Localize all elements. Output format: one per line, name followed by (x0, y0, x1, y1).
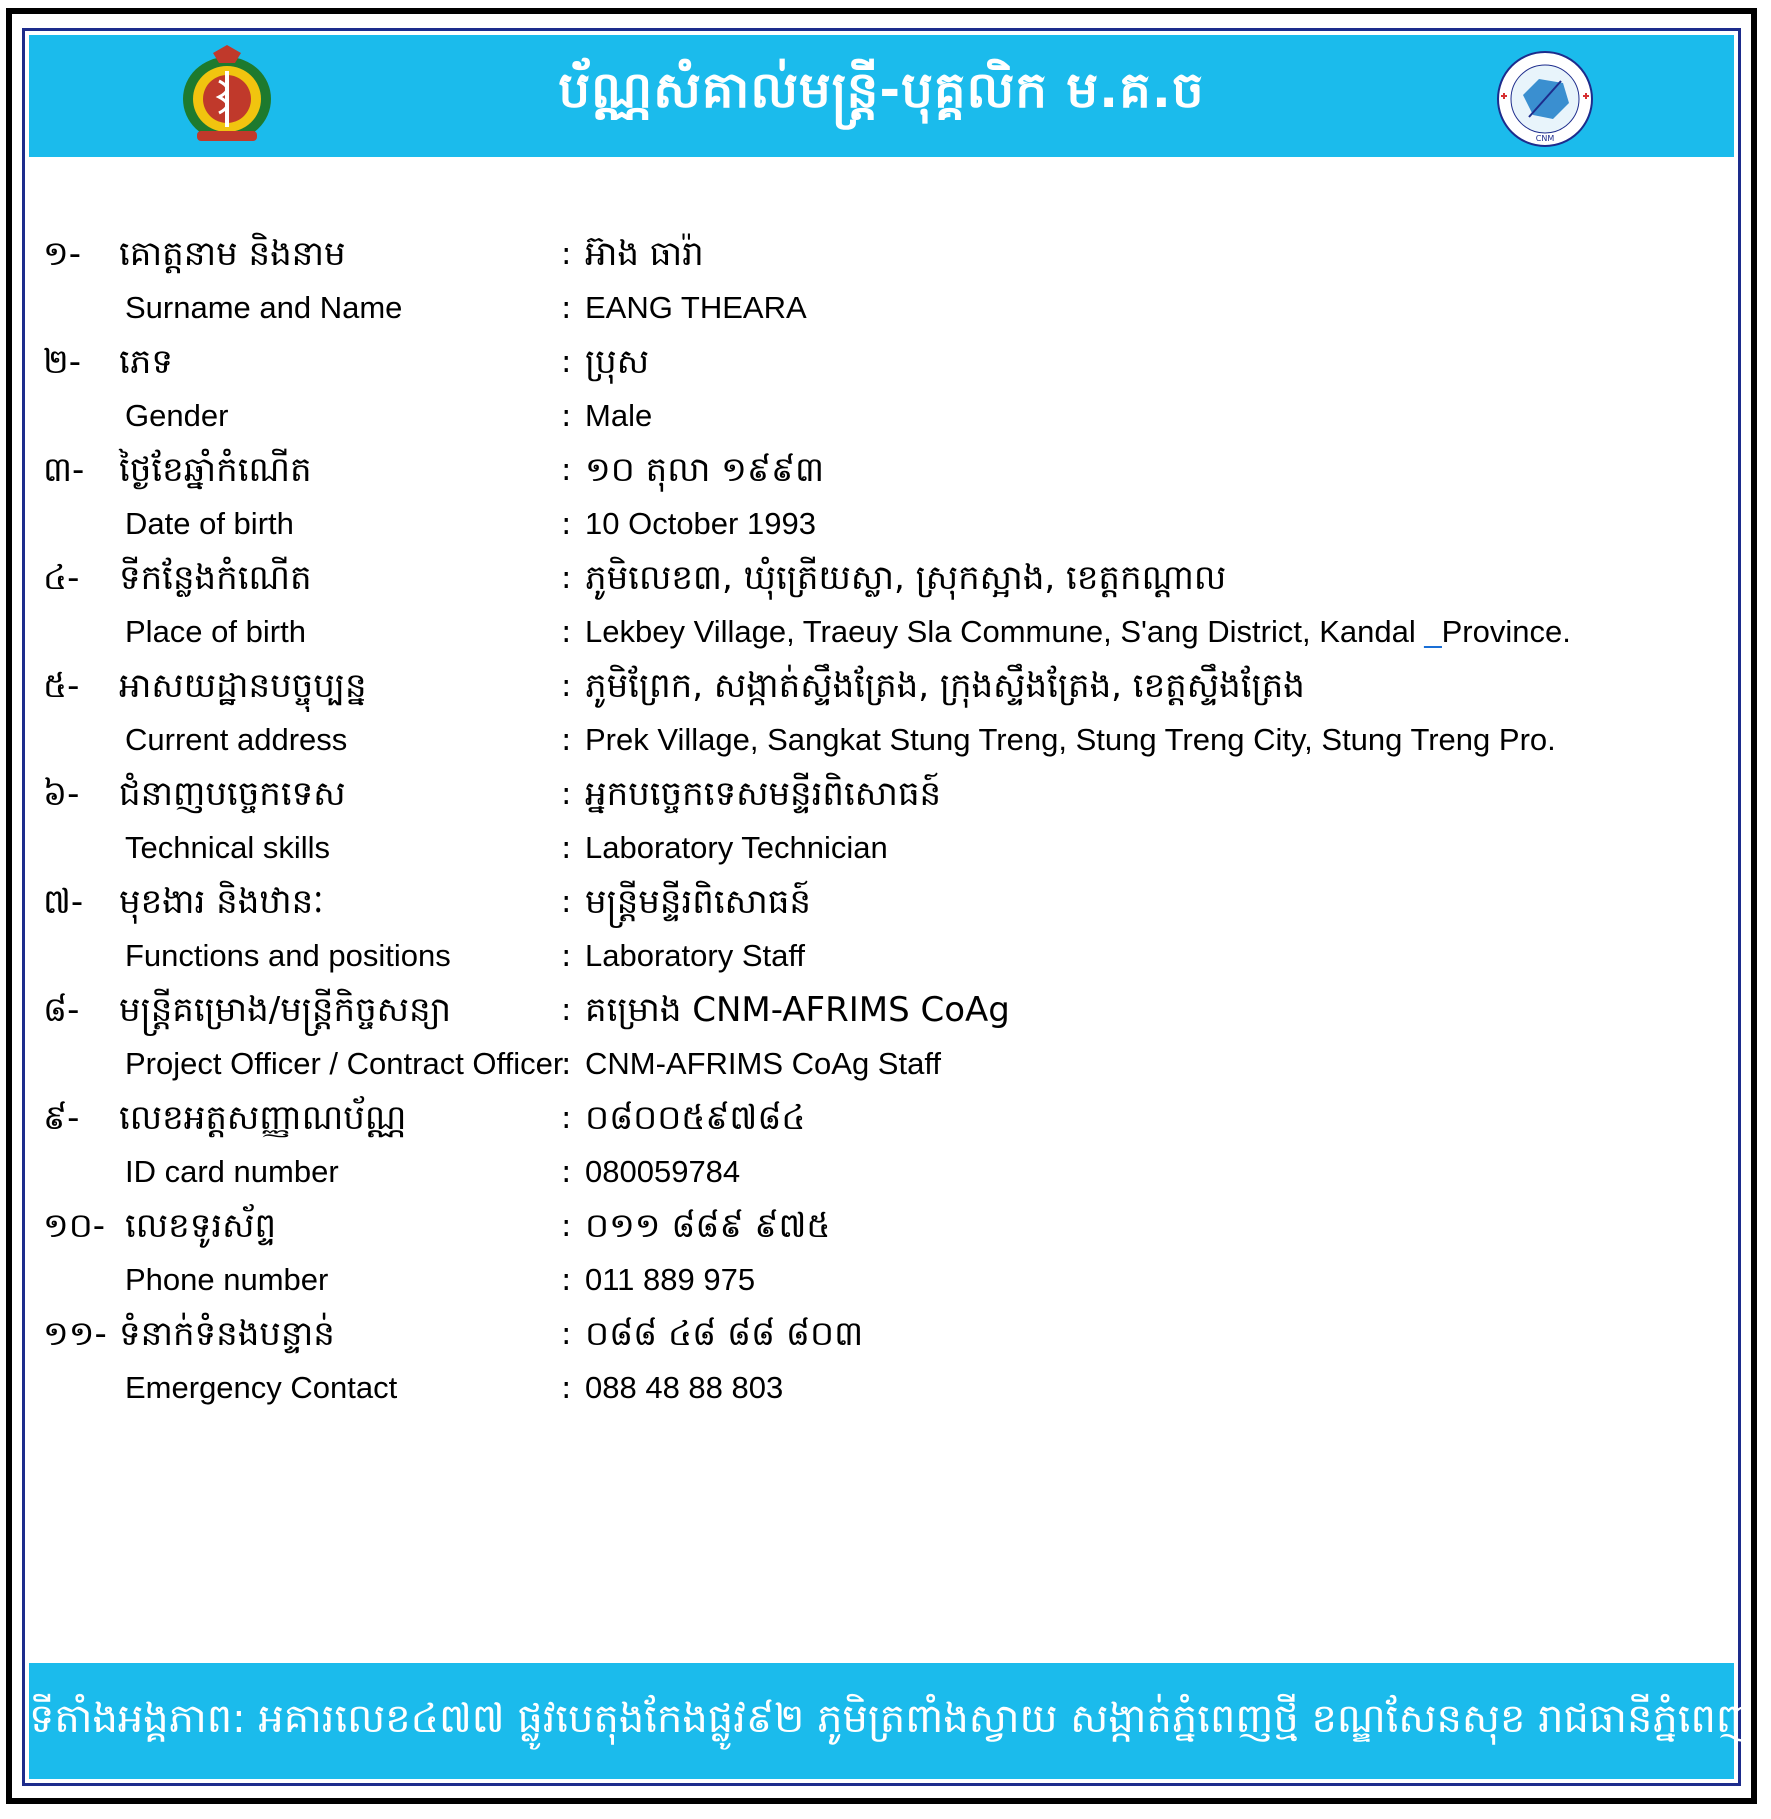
colon: : (561, 1262, 572, 1298)
field-label-km: ទីកន្លែងកំណើត (119, 558, 312, 598)
colon: : (561, 614, 572, 650)
field-label-en: Gender (125, 398, 229, 433)
field-label-km: មុខងារ និងឋានៈ (119, 882, 324, 922)
colon: : (561, 1154, 572, 1190)
field-label-km: គោត្តនាម និងនាម (119, 234, 346, 274)
field-label-en: Project Officer / Contract Officer (125, 1046, 564, 1081)
field-number: ៦- (43, 774, 80, 814)
cnm-logo-text: CNM (1535, 134, 1555, 143)
field-value-km: អ៊ាង ធារ៉ា (585, 234, 704, 274)
field-value-km: ភូមិលេខ៣, ឃុំត្រើយស្លា, ស្រុកស្អាង, ខេត្តកណ្តាល (585, 558, 1227, 598)
place-of-birth-underscore: _ (1424, 614, 1442, 649)
field-number: ៨- (43, 990, 80, 1030)
colon: : (561, 830, 572, 866)
colon: : (561, 560, 572, 596)
field-value-km: ០១១ ៨៨៩ ៩៧៥ (585, 1206, 831, 1246)
colon: : (561, 1100, 572, 1136)
header-banner (29, 35, 1734, 157)
field-8-en-row (25, 1037, 1740, 1091)
colon: : (561, 992, 572, 1028)
field-value-en: 080059784 (585, 1154, 741, 1189)
field-label-km: មន្ត្រីគម្រោង/មន្ត្រីកិច្ចសន្យា (119, 990, 452, 1030)
field-value-km: មន្ត្រីមន្ទីរពិសោធន៍ (585, 882, 811, 922)
field-label-en: Functions and positions (125, 938, 451, 973)
field-label-km: ទំនាក់ទំនងបន្ទាន់ (119, 1314, 335, 1354)
field-label-en: Surname and Name (125, 290, 403, 325)
place-of-birth-part-c: Province. (1441, 614, 1571, 649)
field-value-km: គម្រោង CNM-AFRIMS CoAg (585, 990, 1010, 1030)
field-value-en: CNM-AFRIMS CoAg Staff (585, 1046, 942, 1081)
field-10-en-row (25, 1253, 1740, 1307)
field-value-en: Laboratory Staff (585, 938, 806, 973)
field-2-en-row (25, 389, 1740, 443)
field-value-en: Male (585, 398, 653, 433)
colon: : (561, 1208, 572, 1244)
field-label-en: Place of birth (125, 614, 306, 649)
colon: : (561, 506, 572, 542)
field-value-km: ១០ តុលា ១៩៩៣ (585, 450, 825, 490)
field-label-en: ID card number (125, 1154, 339, 1189)
field-number: ៤- (43, 558, 80, 598)
field-value-km: ប្រុស (585, 342, 650, 382)
field-7-km-row (25, 875, 1740, 929)
colon: : (561, 1316, 572, 1352)
field-7-en-row (25, 929, 1740, 983)
footer-banner (29, 1663, 1754, 1779)
field-label-km: ភេទ (119, 342, 173, 382)
card-inner-frame (22, 28, 1754, 1786)
field-label-en: Date of birth (125, 506, 294, 541)
field-value-en: 10 October 1993 (585, 506, 816, 541)
field-value-en: EANG THEARA (585, 290, 807, 325)
field-value-en: Laboratory Technician (585, 830, 888, 865)
field-value-en: 088 48 88 803 (585, 1370, 784, 1405)
field-3-km-row (25, 443, 1740, 497)
field-4-en-row (25, 605, 1740, 659)
field-value-en: Prek Village, Sangkat Stung Treng, Stung Treng City, Stung Treng Pro. (585, 722, 1556, 757)
field-4-km-row (25, 551, 1740, 605)
field-8-km-row (25, 983, 1740, 1037)
office-address: ទីតាំងអង្គភាព: អគារលេខ៤៧៧ ផ្លូវបេតុងកែងផ្លូវ៩២ ភូមិត្រពាំងស្វាយ សង្កាត់ភ្នំពេញថ្មី ខណ្ឌសែនសុខ រាជធានីភ្នំពេញ (29, 1696, 1754, 1742)
field-label-en: Phone number (125, 1262, 329, 1297)
field-value-km: ភូមិព្រែក, សង្កាត់ស្ទឹងត្រែង, ក្រុងស្ទឹងត្រែង, ខេត្តស្ទឹងត្រែង (585, 666, 1305, 706)
colon: : (561, 290, 572, 326)
field-number: ១១- (43, 1314, 107, 1354)
colon: : (561, 938, 572, 974)
field-label-en: Technical skills (125, 830, 331, 865)
field-1-en-row (25, 281, 1740, 335)
card-title: ប័ណ្ណសំគាល់មន្ត្រី-បុគ្គលិក ម.គ.ច (558, 61, 1205, 119)
colon: : (561, 1046, 572, 1082)
field-5-en-row (25, 713, 1740, 767)
field-number: ៩- (43, 1098, 80, 1138)
cnm-logo (1493, 49, 1597, 149)
field-number: ៣- (43, 450, 85, 490)
field-label-en: Current address (125, 722, 348, 757)
field-label-km: ជំនាញបច្ចេកទេស (119, 774, 346, 814)
field-label-km: លេខអត្តសញ្ញាណប័ណ្ណ (119, 1098, 407, 1138)
field-9-km-row (25, 1091, 1740, 1145)
place-of-birth-part-a: Lekbey Village, Traeuy Sla Commune, S'ang District, Kandal (585, 614, 1425, 649)
field-value-en (585, 605, 1571, 659)
field-label-en: Emergency Contact (125, 1370, 398, 1405)
field-number: ២- (43, 342, 82, 382)
card-outer-frame (6, 8, 1757, 1804)
colon: : (561, 884, 572, 920)
field-11-km-row (25, 1307, 1740, 1361)
colon: : (561, 722, 572, 758)
colon: : (561, 398, 572, 434)
field-11-en-row (25, 1361, 1740, 1415)
field-number: ៧- (43, 882, 84, 922)
field-2-km-row (25, 335, 1740, 389)
field-10-km-row (25, 1199, 1740, 1253)
field-label-km: ថ្ងៃខែឆ្នាំកំណើត (119, 450, 312, 490)
field-label-km: លេខទូរស័ព្ទ (125, 1206, 277, 1246)
field-number: ៥- (43, 666, 80, 706)
colon: : (561, 776, 572, 812)
field-number: ១- (43, 234, 82, 274)
field-6-km-row (25, 767, 1740, 821)
colon: : (561, 236, 572, 272)
field-9-en-row (25, 1145, 1740, 1199)
field-value-km: ០៨៨ ៤៨ ៨៨ ៨០៣ (585, 1314, 864, 1354)
colon: : (561, 344, 572, 380)
field-5-km-row (25, 659, 1740, 713)
field-6-en-row (25, 821, 1740, 875)
field-number: ១០- (43, 1206, 106, 1246)
colon: : (561, 1370, 572, 1406)
colon: : (561, 452, 572, 488)
field-value-km: អ្នកបច្ចេកទេសមន្ទីរពិសោធន៍ (585, 774, 942, 814)
field-label-km: អាសយដ្ឋានបច្ចុប្បន្ន (119, 666, 367, 706)
colon: : (561, 668, 572, 704)
field-value-en: 011 889 975 (585, 1262, 756, 1297)
field-1-km-row (25, 227, 1740, 281)
field-3-en-row (25, 497, 1740, 551)
field-value-km: ០៨០០៥៩៧៨៤ (585, 1098, 806, 1138)
